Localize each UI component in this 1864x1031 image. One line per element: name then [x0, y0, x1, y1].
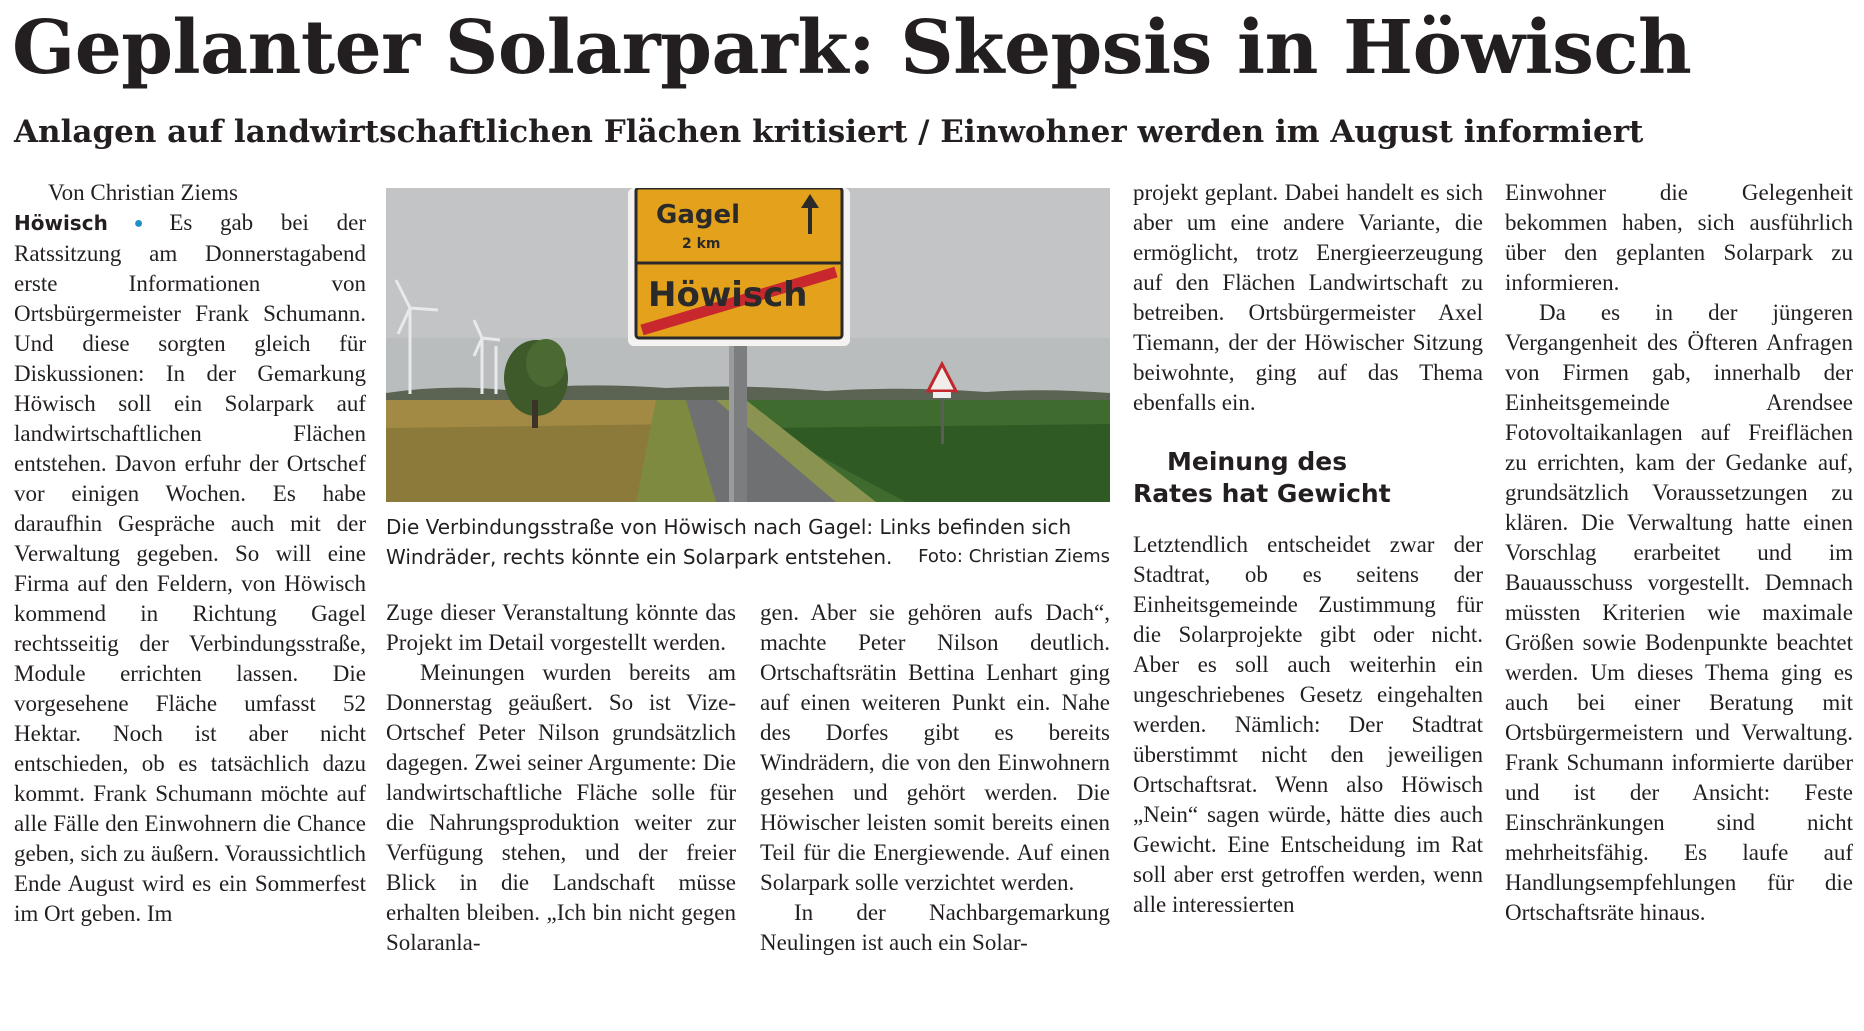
- photo-credit: Foto: Christian Ziems: [918, 546, 1110, 567]
- sign-top-text: Gagel: [656, 200, 741, 230]
- article-subhead: [1133, 446, 1483, 510]
- article-paragraph: In der Nachbargemarkung Neulingen ist auch ein Solar-: [760, 900, 1110, 955]
- subhead-line-1: Meinung des: [1167, 447, 1348, 476]
- article-paragraph: projekt geplant. Dabei handelt es sich aber um eine andere Variante, die ermöglicht, trotz Energieerzeugung auf den Flächen Landwirtschaft zu betreiben. Ortsbürgermeister Axel Tiemann, der der Höwischer Sitzung beiwohnte, ging auf das Thema ebenfalls ein.: [1133, 180, 1483, 415]
- author-line: Von Christian Ziems: [48, 180, 238, 205]
- photo-caption-text: Die Verbindungsstraße von Höwisch nach Gagel: Links befinden sich Windräder, rechts könnte ein Solarpark entstehen.: [386, 515, 1072, 569]
- article-column-4: [1133, 178, 1483, 920]
- article-paragraph: Da es in der jüngeren Vergangenheit des Öfteren Anfragen von Firmen gab, innerhalb der Einheitsgemeinde Arendsee Fotovoltaikanlagen auf Freiflächen zu errichten, kam der Gedanke auf, grundsätzlich Voraussetzungen zu klären. Die Verwaltung hatte einen Vorschlag erarbeitet und im Bauausschuss vorgestellt. Demnach müssten Kriterien wie maximale Größen sowie Bodenpunkte beachtet werden. Um dieses Thema ging es auch bei einer Beratung mit Ortsbürgermeistern und Verwaltung. Frank Schumann informierte darüber und ist der Ansicht: Feste Einschränkungen sind nicht mehrheitsfähig. Es laufe auf Handlungsempfehlungen für die Ortschaftsräte hinaus.: [1505, 300, 1853, 925]
- article-paragraph: Zuge dieser Veranstaltung könnte das Projekt im Detail vorgestellt werden.: [386, 600, 736, 655]
- article-headline: Geplanter Solarpark: Skepsis in Höwisch: [12, 5, 1692, 91]
- article-paragraph: Meinungen wurden bereits am Donnerstag geäußert. So ist Vize-Ortschef Peter Nilson grundsätzlich dagegen. Zwei seiner Argumente: Die landwirtschaftliche Fläche solle für die Nahrungsproduktion weiter zur Verfügung stehen, und der freier Blick in die Landschaft müsse erhalten bleiben. „Ich bin nicht gegen Solaranla-: [386, 660, 736, 955]
- article-subheadline: Anlagen auf landwirtschaftlichen Flächen kritisiert / Einwohner werden im August informiert: [14, 114, 1644, 150]
- sign-bottom-text: Höwisch: [648, 275, 808, 315]
- sign-distance-text: 2 km: [682, 236, 721, 252]
- road-sign-photo: [386, 188, 1110, 502]
- article-paragraph: Letztendlich entscheidet zwar der Stadtrat, ob es seitens der Einheitsgemeinde Zustimmung für die Solarprojekte gibt oder nicht. Aber es soll auch weiterhin ein ungeschriebenes Gesetz eingehalten werden. Nämlich: Der Stadtrat überstimmt nicht den jeweiligen Ortschaftsrat. Wenn also Höwisch „Nein“ sagen würde, hätte dies auch Gewicht. Eine Entscheidung im Rat soll aber erst getroffen werden, wenn alle interessierten: [1133, 532, 1483, 917]
- article-column-3: [760, 598, 1110, 958]
- article-column-1: [14, 178, 366, 929]
- subhead-line-2: Rates hat Gewicht: [1133, 479, 1391, 508]
- photo-caption: [386, 512, 1110, 572]
- article-column-5: [1505, 178, 1853, 928]
- article-column-2: [386, 598, 736, 958]
- dateline-bullet-icon: ●: [111, 215, 166, 232]
- dateline: Höwisch: [14, 211, 108, 235]
- article-paragraph: [14, 208, 366, 929]
- article-paragraph: Einwohner die Gelegenheit bekommen haben, sich ausführlich über den geplanten Solarpark zu informieren.: [1505, 180, 1853, 295]
- article-photo: [386, 188, 1110, 502]
- paragraph-text: Es gab bei der Ratssitzung am Donnerstagabend erste Informationen von Ortsbürgermeister Frank Schumann. Und diese sorgten gleich für Diskussionen: In der Gemarkung Höwisch soll ein Solarpark auf landwirtschaftlichen Flächen entstehen. Davon erfuhr der Ortschef vor einigen Wochen. Es habe daraufhin Gespräche auch mit der Verwaltung gegeben. So will eine Firma auf den Feldern, von Höwisch kommend in Richtung Gagel rechtsseitig der Verbindungsstraße, Module errichten lassen. Die vorgesehene Fläche umfasst 52 Hektar. Noch ist aber nicht entschieden, ob es tatsächlich dazu kommt. Frank Schumann möchte auf alle Fälle den Einwohnern die Chance geben, sich zu äußern. Voraussichtlich Ende August wird es ein Sommerfest im Ort geben. Im: [14, 210, 366, 926]
- article-paragraph: gen. Aber sie gehören aufs Dach“, machte Peter Nilson deutlich. Ortschaftsrätin Bettina Lenhart ging auf einen weiteren Punkt ein. Nahe des Dorfes gibt es bereits Windrädern, die von den Einwohnern gesehen und gehört werden. Die Höwischer leisten somit bereits einen Teil für die Energiewende. Auf einen Solarpark solle verzichtet werden.: [760, 600, 1110, 895]
